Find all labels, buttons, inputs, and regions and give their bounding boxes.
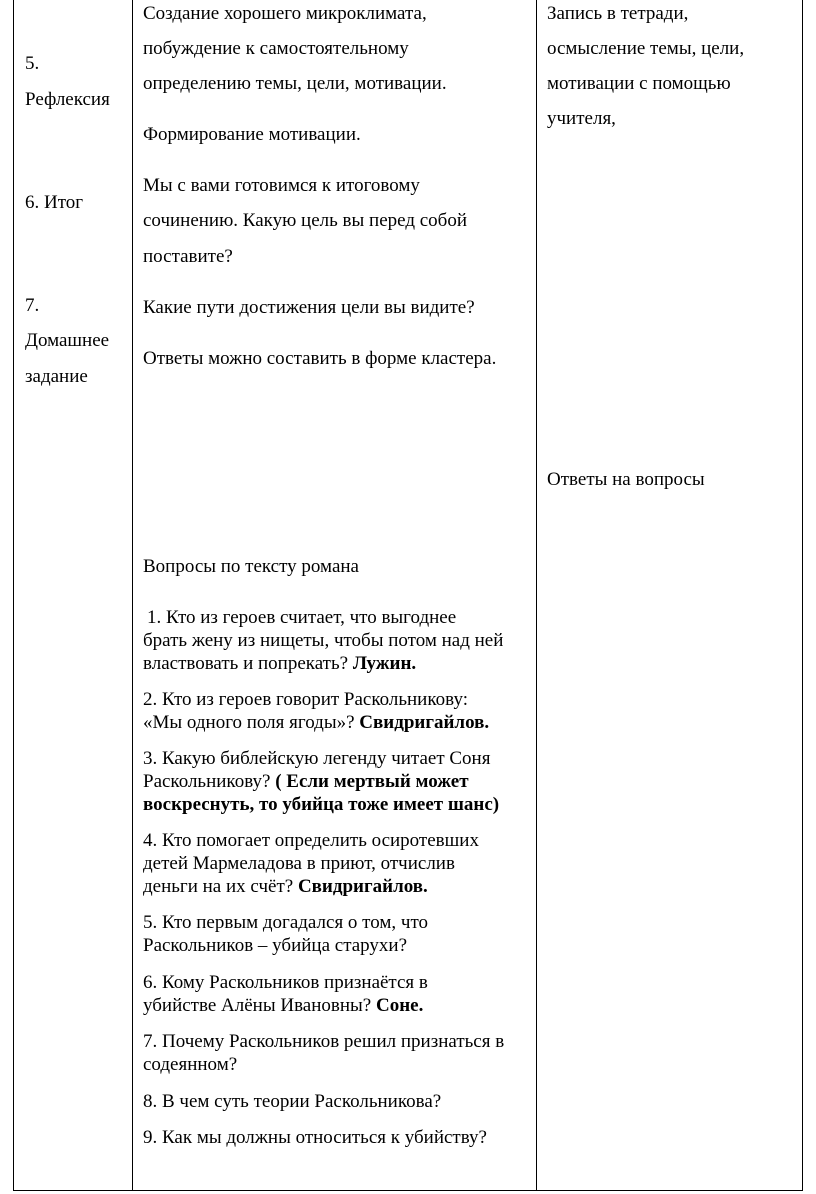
question-2-line-1: 2. Кто из героев говорит Раскольникову: xyxy=(143,689,468,710)
question-4-line-3: деньги на их счёт? Свидригайлов. xyxy=(143,876,428,897)
question-4-line-2: детей Мармеладова в приют, отчислив xyxy=(143,853,455,874)
question-5-line-2: Раскольников – убийца старухи? xyxy=(143,935,408,956)
stage-reflection-number: 5. xyxy=(25,53,40,74)
intro-line-3: определению темы, цели, мотивации. xyxy=(143,73,447,94)
question-6-answer: Соне. xyxy=(375,995,424,1016)
intro-line-2: побуждение к самостоятельному xyxy=(143,38,409,59)
question-5-line-1: 5. Кто первым догадался о том, что xyxy=(143,912,428,933)
goal-line-1: Мы с вами готовимся к итоговому xyxy=(143,175,420,196)
question-1-line-3: властвовать и попрекать? Лужин. xyxy=(143,653,417,674)
question-6-line-1: 6. Кому Раскольников признаётся в xyxy=(143,972,428,993)
stage-reflection-label: Рефлексия xyxy=(25,89,110,110)
question-4-line-1: 4. Кто помогает определить осиротевших xyxy=(143,830,479,851)
notes-line-4: учителя, xyxy=(547,108,616,129)
questions-title: Вопросы по тексту романа xyxy=(143,556,359,577)
question-3-line-2: Раскольникову? ( Если мертвый может xyxy=(143,771,469,792)
answers-label: Ответы на вопросы xyxy=(547,469,705,490)
question-7-line-1: 7. Почему Раскольников решил признаться в xyxy=(143,1031,505,1052)
question-1-answer: Лужин. xyxy=(352,653,417,674)
stage-result-label: 6. Итог xyxy=(25,192,84,213)
question-8: 8. В чем суть теории Раскольникова? xyxy=(143,1091,442,1112)
question-6-line-2: убийстве Алёны Ивановны? Соне. xyxy=(143,995,424,1016)
question-4-answer: Свидригайлов. xyxy=(297,876,428,897)
question-7-line-2: содеянном? xyxy=(143,1054,238,1075)
intro-line-1: Создание хорошего микроклимата, xyxy=(143,3,427,24)
question-3-answer-part-1: ( Если мертвый может xyxy=(275,771,469,792)
question-1-line-1: 1. Кто из героев считает, что выгоднее xyxy=(147,607,457,628)
goal-line-3: поставите? xyxy=(143,246,233,267)
cluster-note: Ответы можно составить в форме кластера. xyxy=(143,348,497,369)
stage-homework-line1: Домашнее xyxy=(25,330,110,351)
stage-homework-number: 7. xyxy=(25,295,40,316)
question-3-answer-part-2: воскреснуть, то убийца тоже имеет шанс) xyxy=(143,794,500,815)
question-9: 9. Как мы должны относиться к убийству? xyxy=(143,1127,487,1148)
question-1-line-2: брать жену из нищеты, чтобы потом над ней xyxy=(143,630,504,651)
question-2-answer: Свидригайлов. xyxy=(359,712,490,733)
goal-line-2: сочинению. Какую цель вы перед собой xyxy=(143,210,468,231)
notes-line-1: Запись в тетради, xyxy=(547,3,689,24)
question-3-line-3 xyxy=(143,793,499,816)
paths-question: Какие пути достижения цели вы видите? xyxy=(143,297,475,318)
question-2-line-2: «Мы одного поля ягоды»? Свидригайлов. xyxy=(143,712,490,733)
notes-line-3: мотивации с помощью xyxy=(547,73,731,94)
question-3-line-1: 3. Какую библейскую легенду читает Соня xyxy=(143,748,491,769)
column-divider-1 xyxy=(132,0,133,1191)
column-divider-2 xyxy=(536,0,537,1191)
motivation-text: Формирование мотивации. xyxy=(143,124,361,145)
notes-line-2: осмысление темы, цели, xyxy=(547,38,745,59)
stage-homework-line2: задание xyxy=(25,366,88,387)
